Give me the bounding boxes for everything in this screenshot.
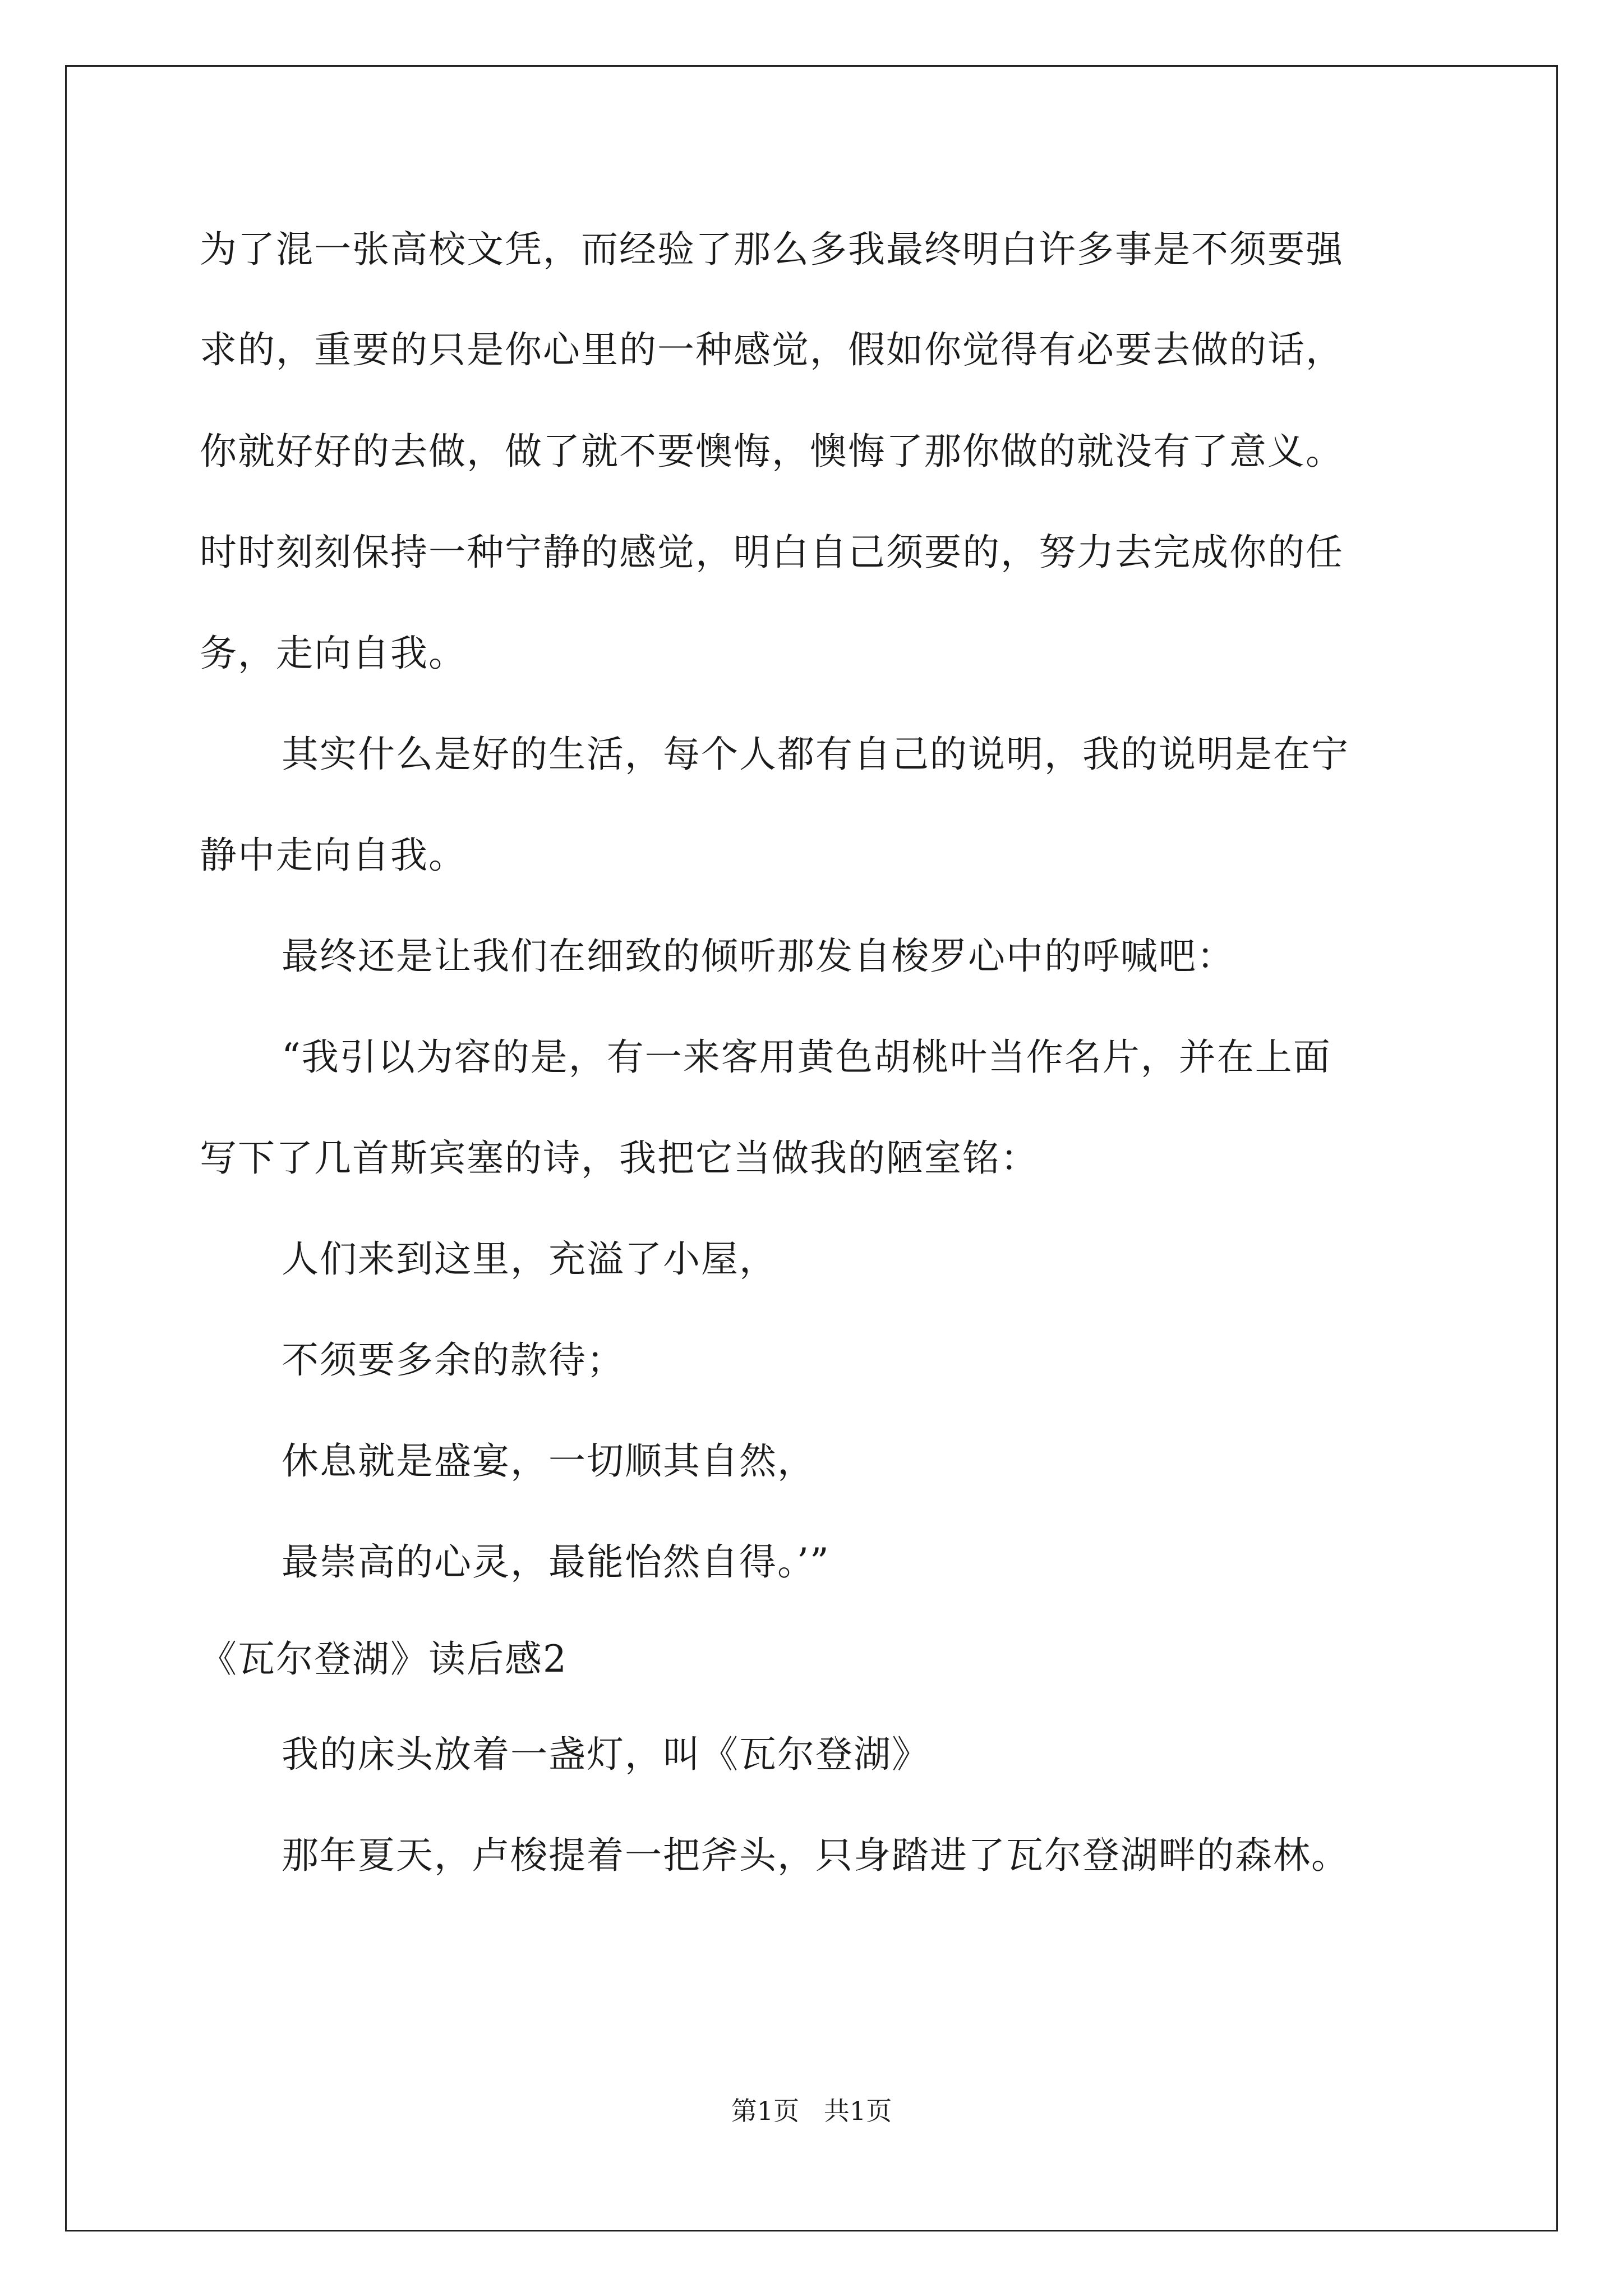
body-text-line: 你就好好的去做，做了就不要懊悔，懊悔了那你做的就没有了意义。: [200, 430, 1344, 473]
section-heading: 《瓦尔登湖》读后感2: [200, 1637, 568, 1681]
body-text-line: 求的，重要的只是你心里的一种感觉，假如你觉得有必要去做的话，: [200, 328, 1344, 371]
quote-line: 写下了几首斯宾塞的诗，我把它当做我的陋室铭：: [200, 1137, 1039, 1180]
body-text-line: 务，走向自我。: [200, 632, 467, 675]
poem-line: 不须要多余的款待；: [282, 1338, 625, 1382]
quote-line: “我引以为容的是，有一来客用黄色胡桃叶当作名片，并在上面: [282, 1036, 1331, 1079]
paragraph-start-line: 最终还是让我们在细致的倾听那发自梭罗心中的呼喊吧：: [282, 935, 1235, 978]
paragraph-start-line: 其实什么是好的生活，每个人都有自己的说明，我的说明是在宁: [282, 733, 1349, 776]
paragraph-start-line: 那年夏天，卢梭提着一把斧头，只身踏进了瓦尔登湖畔的森林。: [282, 1834, 1349, 1877]
paragraph-start-line: 我的床头放着一盏灯，叫《瓦尔登湖》: [282, 1733, 930, 1776]
body-text-line: 为了混一张高校文凭，而经验了那么多我最终明白许多事是不须要强: [200, 228, 1344, 271]
poem-line: 最崇高的心灵，最能怡然自得。’”: [282, 1540, 830, 1584]
poem-line: 休息就是盛宴，一切顺其自然，: [282, 1439, 815, 1483]
poem-line: 人们来到这里，充溢了小屋，: [282, 1237, 777, 1281]
body-text-line: 静中走向自我。: [200, 834, 467, 877]
body-text-line: 时时刻刻保持一种宁静的感觉，明白自己须要的，努力去完成你的任: [200, 531, 1344, 574]
page-footer: 第1页 共1页: [731, 2096, 892, 2126]
